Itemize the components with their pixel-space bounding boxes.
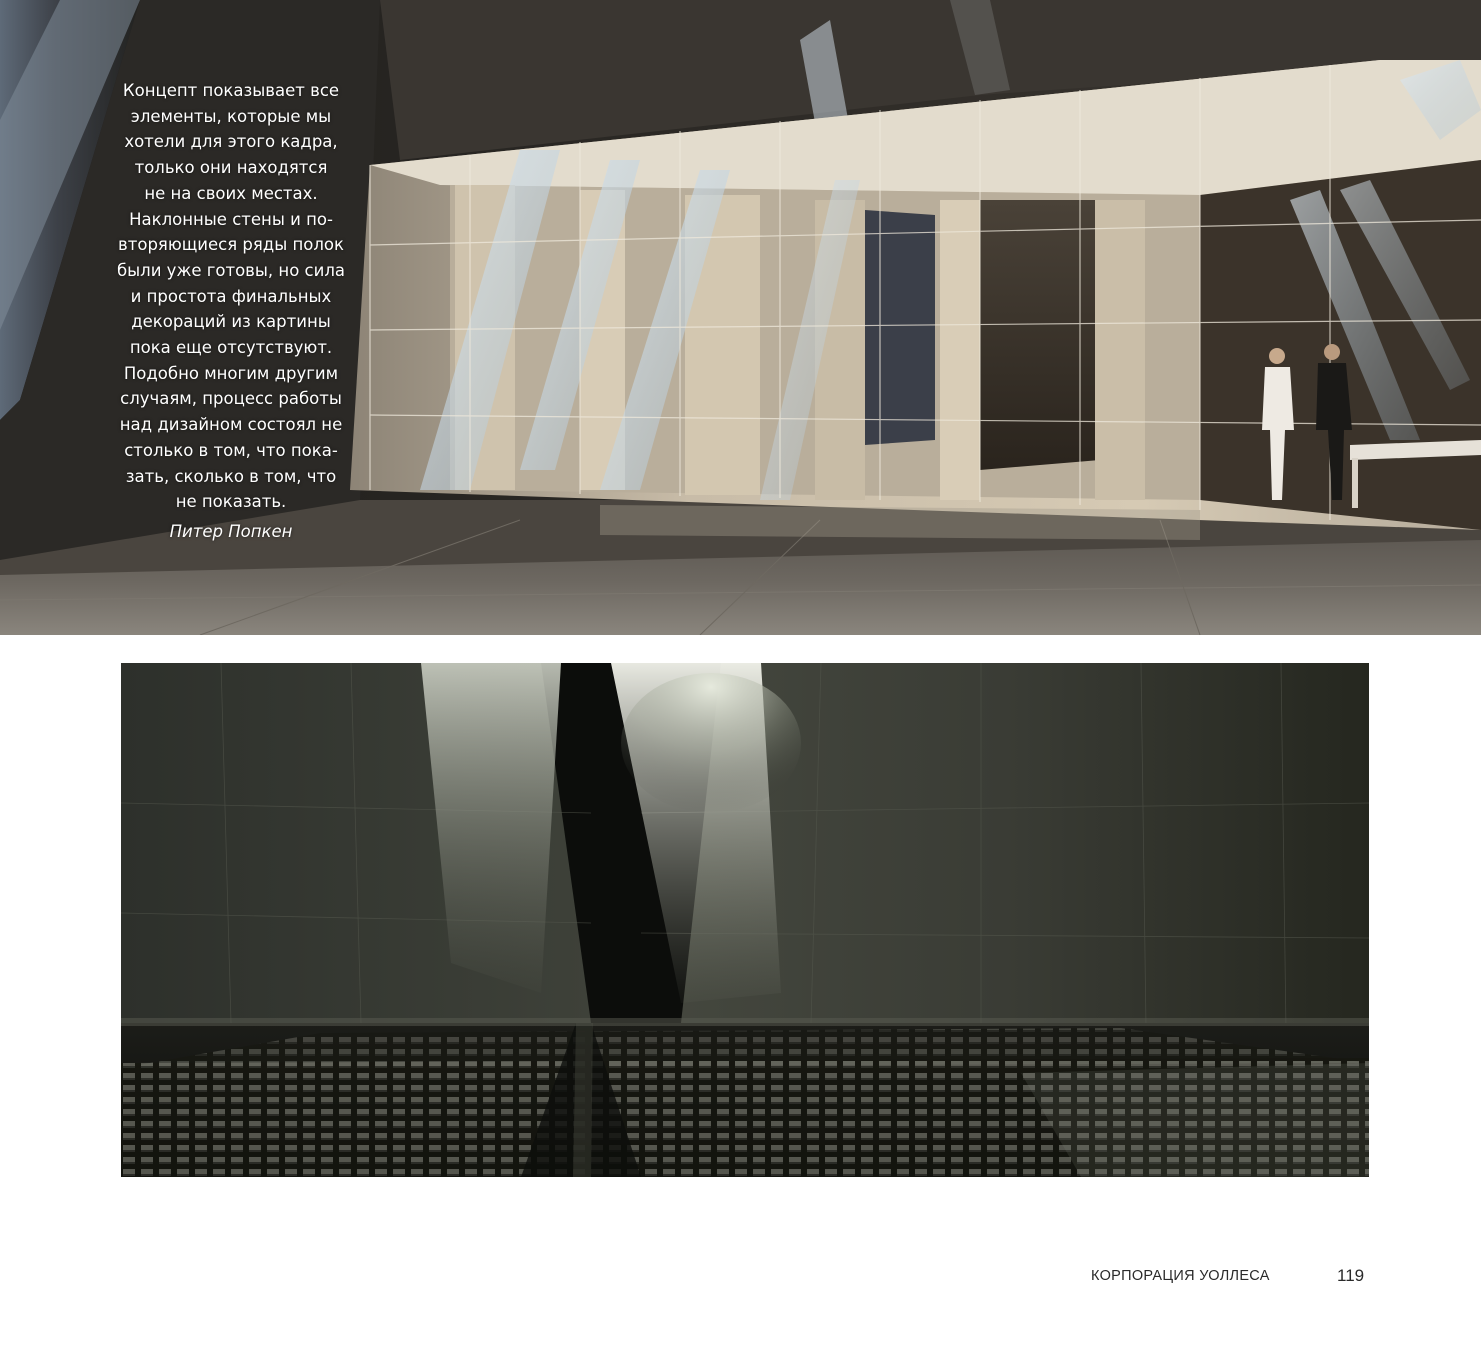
quote-line: элементы, которые мы	[130, 106, 332, 126]
concept-art-concrete-vault-drawing	[121, 663, 1369, 1177]
quote-line: вторяющиеся ряды полок	[118, 235, 344, 255]
quote-line: были уже готовы, но сила	[116, 260, 346, 280]
quote-line: Концепт показывает все	[122, 81, 340, 100]
page-number: 119	[1337, 1266, 1365, 1285]
concept-art-glass-hall	[0, 0, 1481, 635]
quote-line: хотели для этого кадра,	[124, 132, 338, 152]
quote-line: не показать.	[175, 492, 287, 512]
quote-line: Подобно многим другим	[123, 363, 339, 383]
quote-line: над дизайном состоял не	[119, 415, 343, 435]
concept-art-concrete-vault	[121, 663, 1369, 1177]
quote-author: Питер Попкен	[169, 521, 293, 541]
quote-line: столько в том, что пока-	[124, 440, 338, 460]
running-footer-section-title: КОРПОРАЦИЯ УОЛЛЕСА	[1091, 1268, 1270, 1284]
quote-line: только они находятся	[134, 158, 328, 178]
quote-line: не на своих местах.	[144, 183, 318, 203]
pull-quote	[100, 78, 362, 545]
quote-line: декораций из картины	[131, 312, 331, 332]
quote-line: зать, сколько в том, что	[125, 466, 337, 486]
quote-line: пока еще отсутствуют.	[129, 338, 333, 358]
quote-line: и простота финальных	[130, 286, 332, 306]
quote-line: случаям, процесс работы	[120, 389, 342, 409]
quote-line: Наклонные стены и по-	[129, 209, 333, 229]
